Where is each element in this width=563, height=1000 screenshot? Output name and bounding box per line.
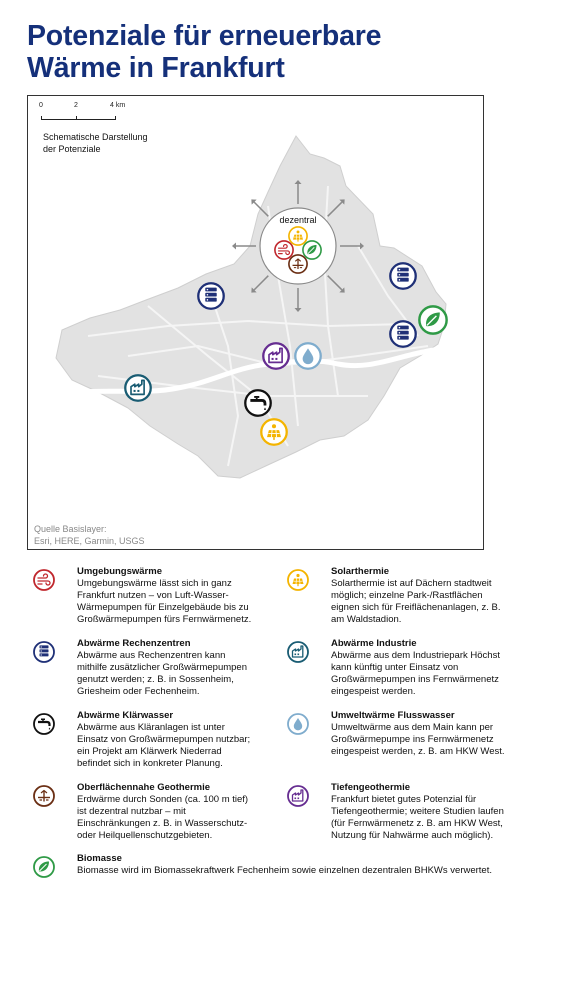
legend-text-solar-4: am Waldstadion. [331, 614, 402, 625]
scale-line [41, 116, 116, 120]
legend-text-umgebung-2: Frankfurt nutzen – von Luft-Wasser- [77, 590, 229, 601]
map-frame[interactable] [27, 95, 484, 550]
legend-text-industrie-2: kann künftig unter Einsatz von [331, 662, 459, 673]
legend-text-industrie-4: eingespeist werden. [331, 686, 416, 697]
map-marker-biomasse[interactable] [419, 306, 446, 333]
map-caption [43, 131, 203, 155]
legend-text-geothermie-3: Einschränkungen z. B. in Wasserschutz- [77, 818, 248, 829]
legend-text-klaerwasser-4: befindet sich in konkreter Planung. [77, 758, 223, 769]
map-source-line-1: Quelle Basislayer: [34, 524, 107, 534]
legend-text-geothermie-1: Erdwärme durch Sonden (ca. 100 m tief) [77, 794, 249, 805]
legend-text-rechenzentren-3: genutzt werden; z. B. in Sossenheim, [77, 674, 234, 685]
legend-title-geothermie: Oberflächennahe Geothermie [77, 782, 211, 793]
legend-text-industrie-1: Abwärme aus dem Industriepark Höchst [331, 650, 500, 661]
legend-text-umgebung-1: Umgebungswärme lässt sich in ganz [77, 578, 232, 589]
legend-title-fluss: Umweltwärme Flusswasser [331, 710, 455, 721]
scale-mid-tick [76, 116, 77, 120]
legend-text-geothermie-2: ist dezentral nutzbar – mit [77, 806, 186, 817]
solar-panel-icon [287, 569, 309, 591]
legend-text-geothermie-4: oder Heilquellenschutzgebieten. [77, 830, 213, 841]
legend-title-umgebung: Umgebungswärme [77, 566, 162, 577]
water-drop-icon [287, 713, 309, 735]
map-marker-tiefen[interactable] [263, 343, 288, 368]
map-source-line-2: Esri, HERE, Garmin, USGS [34, 536, 145, 546]
decentral-label: dezentral [279, 215, 317, 225]
legend-text-fluss-1: Umweltwärme aus dem Main kann per [331, 722, 494, 733]
scale-tick-4: 4 km [110, 102, 126, 109]
map-canvas[interactable] [28, 96, 483, 549]
city-area [56, 136, 446, 478]
legend-title-klaerwasser: Abwärme Klärwasser [77, 710, 174, 721]
decentral-umgebung-icon[interactable] [275, 241, 293, 259]
legend-text-klaerwasser-1: Abwärme aus Kläranlagen ist unter [77, 722, 225, 733]
legend-text-industrie-3: Großwärmepumpen ins Fernwärmenetz [331, 674, 499, 685]
legend-text-umgebung-4: Großwärmepumpen fürs Fernwärmenetz. [77, 614, 252, 625]
map-caption-line-2: der Potenziale [43, 144, 101, 154]
map-marker-solar[interactable] [261, 419, 286, 444]
legend-text-solar-3: eignen sich für Freiflächenanlagen, z. B. [331, 602, 501, 613]
legend-text-tiefen-1: Frankfurt bietet gutes Potenzial für [331, 794, 477, 805]
air-heat-icon [33, 569, 55, 591]
decentral-arrow-head [232, 243, 236, 250]
page-title [27, 20, 381, 84]
factory-icon [287, 785, 309, 807]
legend-text-tiefen-3: (für Fernwärmenetz z. B. am HKW West, [331, 818, 503, 829]
legend-text-tiefen-4: Nutzung für Nahwärme auch möglich). [331, 830, 494, 841]
legend-text-biomasse-1: Biomasse wird im Biomassekraftwerk Fechenheim sowie einzelnen dezentralen BHKWs verwertet. [77, 865, 492, 876]
title-line-1: Potenziale für erneuerbare [27, 20, 382, 52]
map-caption-line-1: Schematische Darstellung [43, 132, 148, 142]
map-marker-industrie[interactable] [125, 375, 150, 400]
server-icon [33, 641, 55, 663]
legend-text-rechenzentren-4: Griesheim oder Fechenheim. [77, 686, 200, 697]
legend-title-rechenzentren: Abwärme Rechenzentren [77, 638, 191, 649]
scale-tick-2: 2 [74, 102, 78, 109]
map-marker-rechenzentren[interactable] [390, 321, 415, 346]
legend-text-fluss-3: eingespeist werden, z. B. am HKW West. [331, 746, 505, 757]
legend-text-umgebung-3: Wärmepumpen für Einzelgebäude bis zu [77, 602, 249, 613]
legend-title-tiefen: Tiefengeothermie [331, 782, 411, 793]
map-marker-rechenzentren[interactable] [390, 263, 415, 288]
legend-text-rechenzentren-2: mithilfe zusätzlicher Großwärmepumpen [77, 662, 248, 673]
ground-probe-icon [33, 785, 55, 807]
title-line-2: Wärme in Frankfurt [27, 52, 285, 84]
scale-tick-0: 0 [39, 102, 43, 109]
leaf-icon [33, 856, 55, 878]
map-marker-klaerwasser[interactable] [245, 390, 270, 415]
legend-title-industrie: Abwärme Industrie [331, 638, 417, 649]
decentral-geothermie-icon[interactable] [289, 255, 307, 273]
scale-bar [38, 102, 148, 126]
legend-text-klaerwasser-2: Einsatz von Großwärmepumpen nutzbar; [77, 734, 251, 745]
faucet-icon [33, 713, 55, 735]
legend-text-rechenzentren-1: Abwärme aus Rechenzentren kann [77, 650, 226, 661]
legend-text-tiefen-2: Tiefengeothermie; weitere Studien laufen [331, 806, 504, 817]
legend-text-solar-2: möglich; einzelne Park-/Rastflächen [331, 590, 483, 601]
map-marker-rechenzentren[interactable] [198, 283, 223, 308]
decentral-biomasse-icon[interactable] [303, 241, 321, 259]
decentral-solar-icon[interactable] [289, 227, 307, 245]
map-marker-fluss[interactable] [295, 343, 320, 368]
legend-title-solar: Solarthermie [331, 566, 390, 577]
legend-text-klaerwasser-3: ein Projekt am Klärwerk Niederrad [77, 746, 222, 757]
map-source [34, 523, 145, 547]
legend-text-fluss-2: Großwärmepumpe ins Fernwärmenetz [331, 734, 494, 745]
legend-text-solar-1: Solarthermie ist auf Dächern stadtweit [331, 578, 492, 589]
legend-title-biomasse: Biomasse [77, 853, 122, 864]
factory-icon [287, 641, 309, 663]
